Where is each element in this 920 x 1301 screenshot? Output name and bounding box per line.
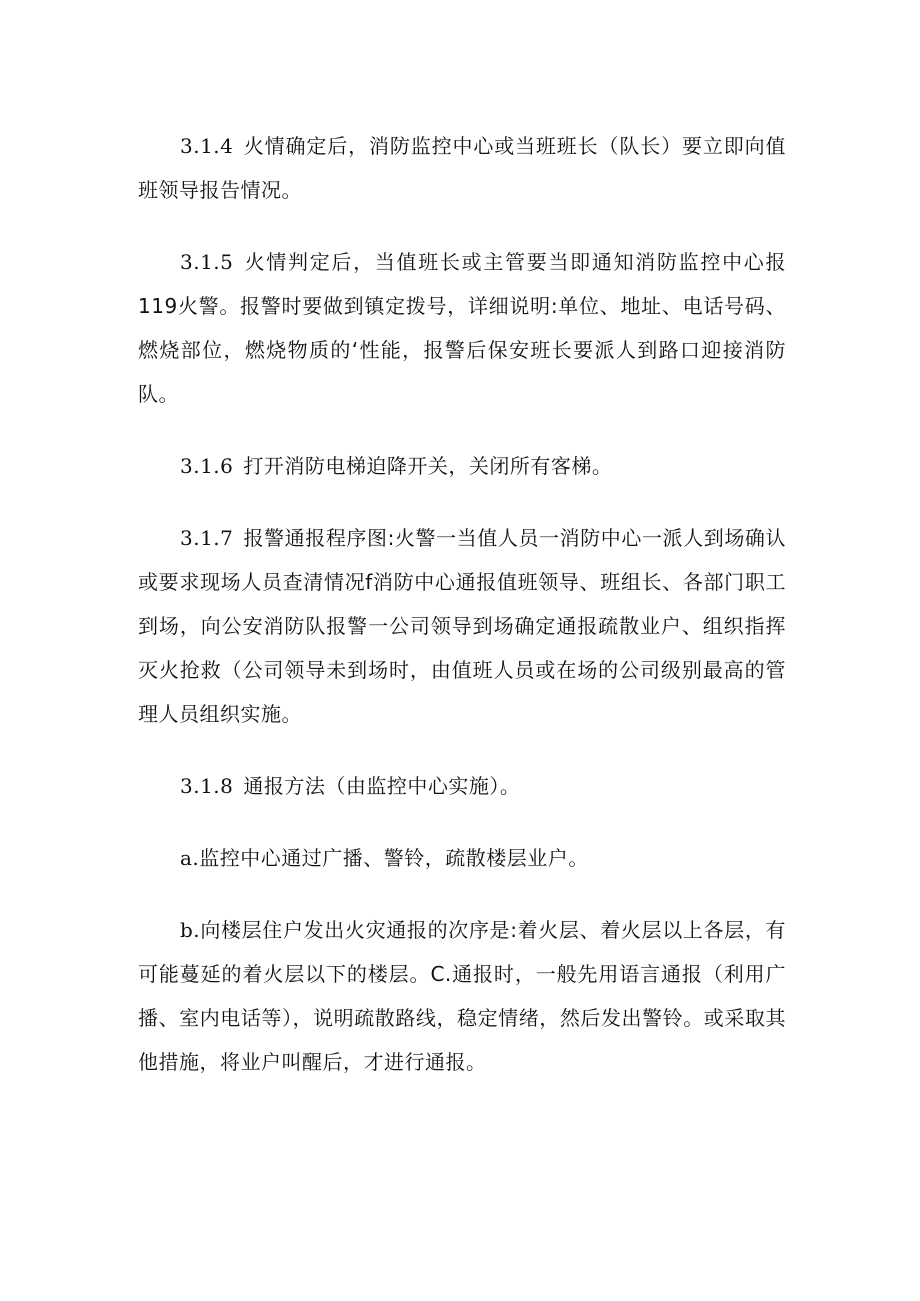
- item-label: a.: [180, 846, 200, 870]
- list-item-a: [138, 836, 786, 880]
- section-number: 3.1.7: [180, 526, 234, 550]
- paragraph-text: 报警通报程序图:火警一当值人员一消防中心一派人到场确认或要求现场人员查清情况f消防中心通报值班领导、班组长、各部门职工到场，向公安消防队报警一公司领导到场确定通报疏散业户、组织指挥灭火抢救（公司领导未到场时，由值班人员或在场的公司级别最高的管理人员组织实施。: [138, 526, 786, 726]
- item-text: 向楼层住户发出火灾通报的次序是:着火层、着火层以上各层，有可能蔓延的着火层以下的楼层。C.通报时，一般先用语言通报（利用广播、室内电话等），说明疏散路线，稳定情绪，然后发出警铃。或采取其他措施，将业户叫醒后，才进行通报。: [138, 918, 786, 1074]
- item-text: 监控中心通过广播、警铃，疏散楼层业户。: [199, 846, 589, 870]
- section-number: 3.1.6: [180, 454, 234, 478]
- list-item-b: [138, 908, 786, 1084]
- paragraph-3-1-5: [138, 240, 786, 416]
- paragraph-text: 火情判定后，当值班长或主管要当即通知消防监控中心报119火警。报警时要做到镇定拨号，详细说明:单位、地址、电话号码、燃烧部位，燃烧物质的‘性能，报警后保安班长要派人到路口迎接消防队。: [138, 250, 786, 406]
- section-number: 3.1.5: [180, 250, 234, 274]
- document-body: [138, 124, 786, 1112]
- paragraph-text: 通报方法（由监控中心实施）。: [243, 774, 521, 798]
- paragraph-text: 打开消防电梯迫降开关，关闭所有客梯。: [243, 454, 613, 478]
- paragraph-3-1-7: [138, 516, 786, 736]
- item-label: b.: [180, 918, 201, 942]
- section-number: 3.1.4: [180, 134, 234, 158]
- section-number: 3.1.8: [180, 774, 234, 798]
- paragraph-3-1-4: [138, 124, 786, 212]
- paragraph-3-1-8: [138, 764, 786, 808]
- paragraph-text: 火情确定后，消防监控中心或当班班长（队长）要立即向值班领导报告情况。: [138, 134, 786, 202]
- paragraph-3-1-6: [138, 444, 786, 488]
